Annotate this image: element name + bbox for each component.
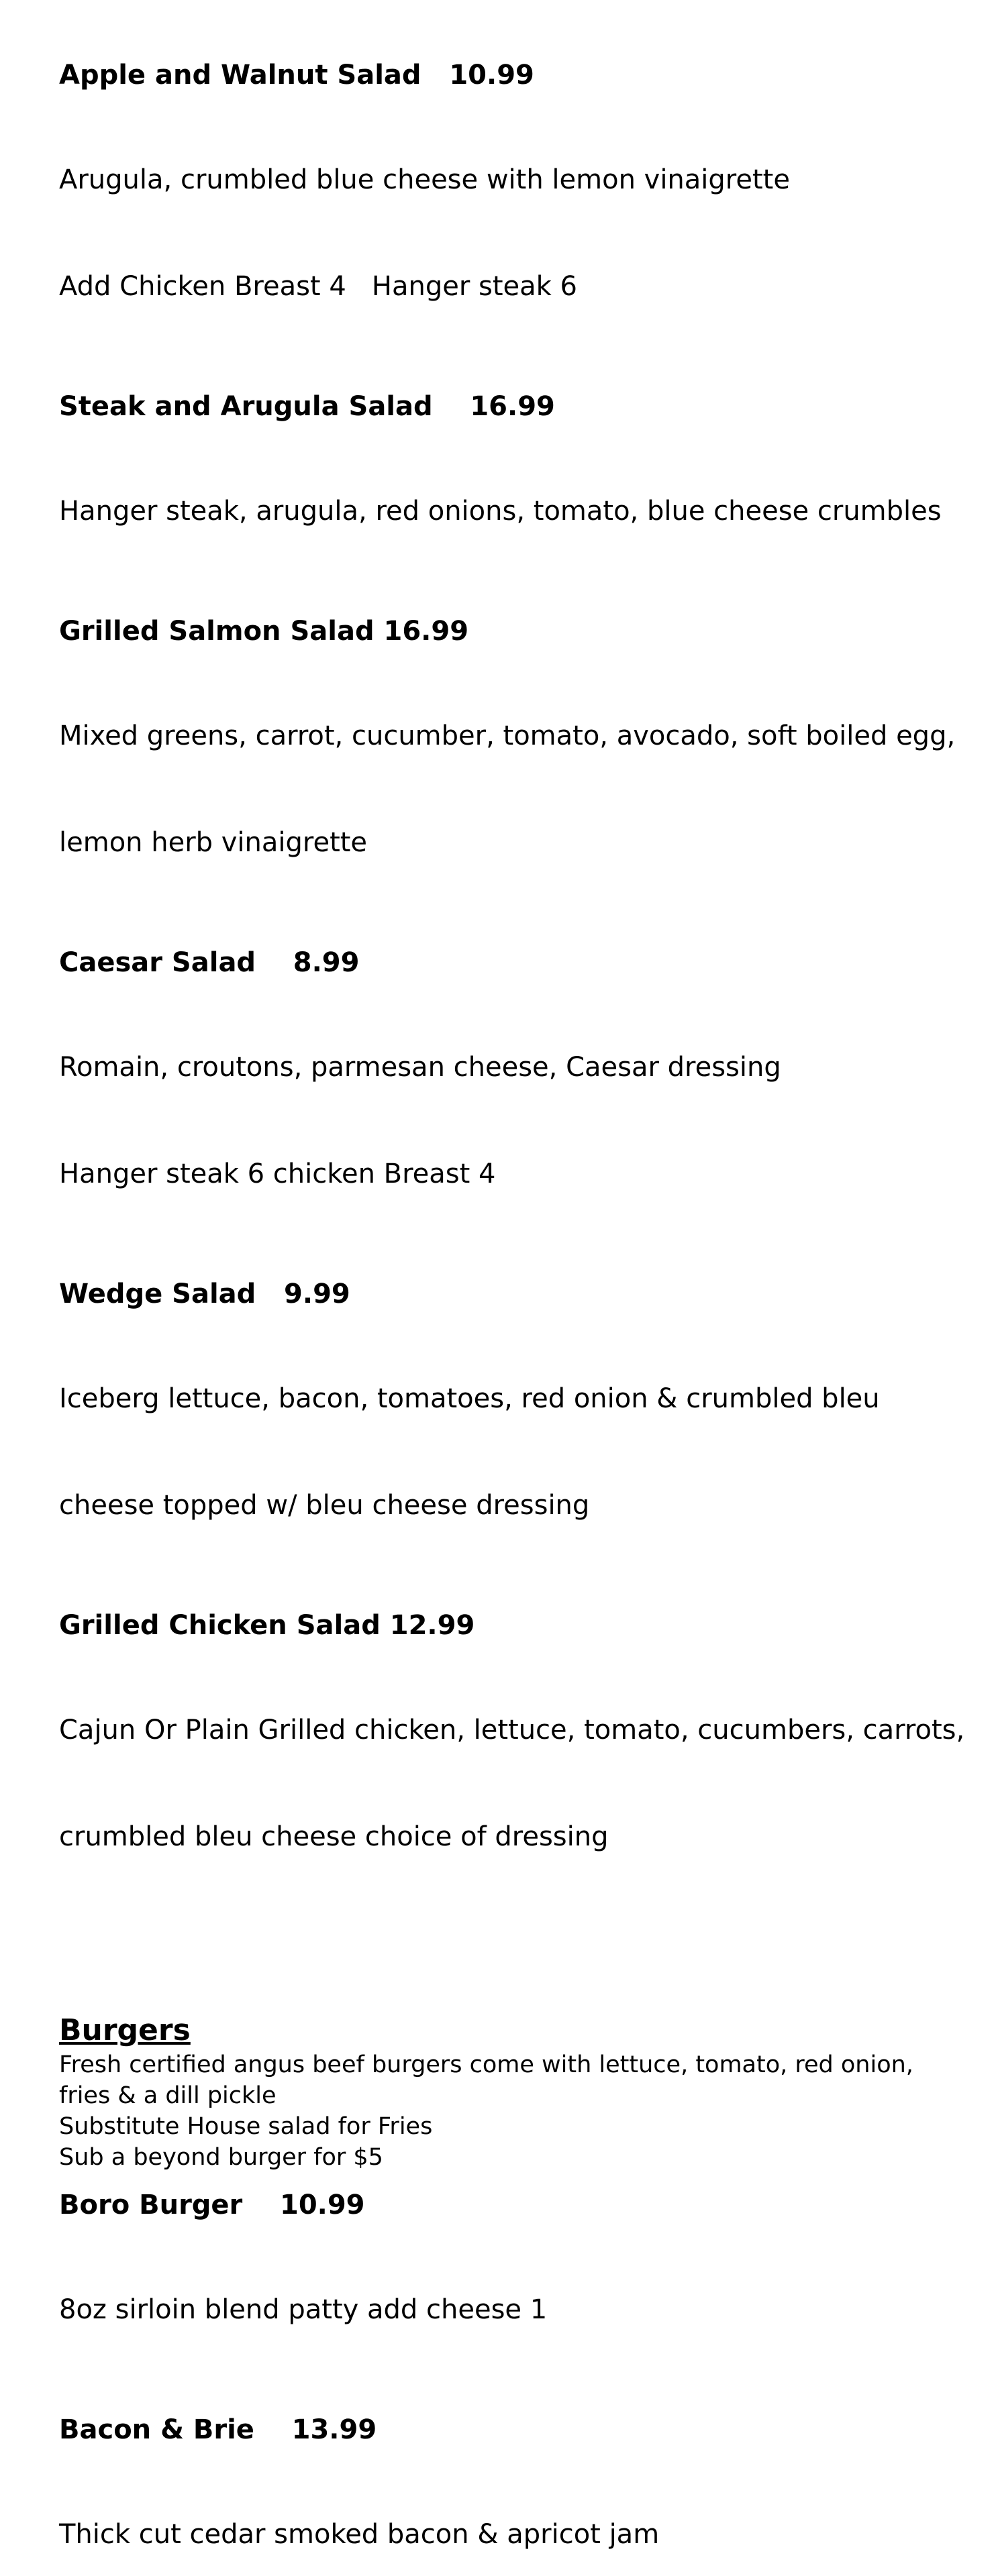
description-line: crumbled bleu cheese choice of dressing	[59, 1821, 609, 1852]
menu-item-title: Grilled Chicken Salad 12.99	[59, 1610, 475, 1641]
description-line: 8oz sirloin blend patty add cheese 1	[59, 2294, 548, 2325]
description-line: Hanger steak, arugula, red onions, tomato, blue cheese crumbles	[59, 496, 942, 527]
menu-item-description	[59, 1310, 958, 1595]
section-notes	[59, 2049, 958, 2173]
description-line: lemon herb vinaigrette	[59, 827, 368, 858]
menu-item-title: Steak and Arugula Salad 16.99	[59, 391, 555, 422]
menu-item-title: Apple and Walnut Salad 10.99	[59, 60, 534, 91]
menu-item-steak-arugula-salad	[59, 390, 958, 600]
menu-item-apple-walnut-salad	[59, 59, 958, 376]
description-line: Iceberg lettuce, bacon, tomatoes, red onion & crumbled bleu	[59, 1383, 880, 1414]
menu-item-wedge-salad	[59, 1278, 958, 1595]
menu-item-description	[59, 1642, 965, 1926]
description-line: Hanger steak 6 chicken Breast 4	[59, 1159, 496, 1189]
section-spacer	[59, 1941, 958, 2013]
menu-item-description	[59, 423, 958, 600]
menu-item-description	[59, 91, 958, 376]
menu-item-description	[59, 2446, 958, 2576]
menu-item-title: Boro Burger 10.99	[59, 2190, 365, 2220]
description-line: Mixed greens, carrot, cucumber, tomato, avocado, soft boiled egg,	[59, 720, 956, 751]
menu-item-title: Bacon & Brie 13.99	[59, 2414, 377, 2445]
menu-item-description	[59, 647, 958, 932]
note-line: Fresh certified angus beef burgers come with lettuce, tomato, red onion,	[59, 2051, 913, 2078]
menu-item-title: Grilled Salmon Salad 16.99	[59, 616, 469, 647]
description-line: Romain, croutons, parmesan cheese, Caesar dressing	[59, 1052, 781, 1083]
description-line: Cajun Or Plain Grilled chicken, lettuce, tomato, cucumbers, carrots,	[59, 1715, 965, 1746]
menu-item-description	[59, 2221, 958, 2399]
description-line: cheese topped w/ bleu cheese dressing	[59, 1490, 590, 1521]
menu-item-description	[59, 979, 958, 1263]
menu-item-grilled-salmon-salad	[59, 615, 958, 932]
menu-item-title: Caesar Salad 8.99	[59, 947, 360, 978]
menu-item-boro-burger	[59, 2189, 958, 2399]
section-heading-burgers: Burgers	[59, 2013, 191, 2047]
description-line: Thick cut cedar smoked bacon & apricot jam	[59, 2519, 660, 2550]
menu-item-title: Wedge Salad 9.99	[59, 1279, 350, 1309]
menu-item-grilled-chicken-salad	[59, 1609, 965, 1926]
description-line: Arugula, crumbled blue cheese with lemon vinaigrette	[59, 164, 790, 195]
menu-item-caesar-salad	[59, 947, 958, 1263]
note-line: Sub a beyond burger for $5	[59, 2144, 383, 2171]
note-line: fries & a dill pickle	[59, 2082, 277, 2109]
note-line: Substitute House salad for Fries	[59, 2113, 433, 2140]
menu-item-bacon-brie	[59, 2414, 958, 2576]
description-line: Add Chicken Breast 4 Hanger steak 6	[59, 271, 577, 302]
menu-page	[59, 59, 965, 2576]
